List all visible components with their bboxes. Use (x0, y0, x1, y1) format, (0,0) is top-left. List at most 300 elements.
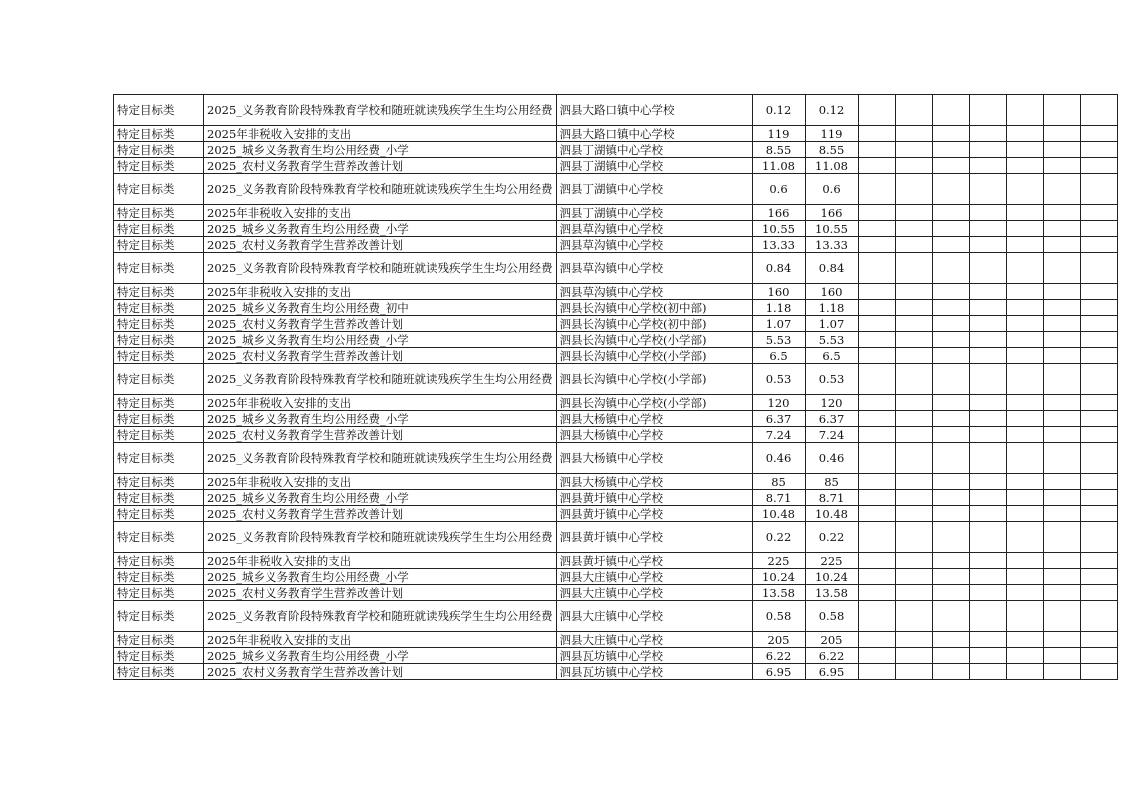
empty-cell (1080, 158, 1117, 174)
empty-cell (1006, 364, 1043, 395)
empty-cell (969, 300, 1006, 316)
category-cell: 特定目标类 (114, 174, 204, 205)
empty-cell (1080, 348, 1117, 364)
empty-cell (1006, 205, 1043, 221)
table-row (114, 664, 1118, 680)
unit-cell: 泗县丁湖镇中心学校 (556, 158, 752, 174)
amount-cell: 10.55 (805, 221, 858, 237)
amount-cell: 205 (752, 632, 805, 648)
empty-cell (858, 284, 895, 300)
unit-cell: 泗县大杨镇中心学校 (556, 474, 752, 490)
project-cell: 2025_义务教育阶段特殊教育学校和随班就读残疾学生生均公用经费 (204, 443, 557, 474)
empty-cell (858, 569, 895, 585)
empty-cell (969, 284, 1006, 300)
empty-cell (969, 126, 1006, 142)
empty-cell (932, 474, 969, 490)
project-cell: 2025_城乡义务教育生均公用经费_初中 (204, 300, 557, 316)
empty-cell (1006, 569, 1043, 585)
empty-cell (932, 632, 969, 648)
category-cell: 特定目标类 (114, 474, 204, 490)
empty-cell (895, 648, 932, 664)
empty-cell (969, 95, 1006, 126)
empty-cell (895, 664, 932, 680)
empty-cell (858, 142, 895, 158)
amount-cell: 13.58 (752, 585, 805, 601)
empty-cell (932, 427, 969, 443)
empty-cell (1080, 95, 1117, 126)
empty-cell (969, 569, 1006, 585)
unit-cell: 泗县草沟镇中心学校 (556, 284, 752, 300)
category-cell: 特定目标类 (114, 648, 204, 664)
empty-cell (969, 253, 1006, 284)
category-cell: 特定目标类 (114, 411, 204, 427)
unit-cell: 泗县大庄镇中心学校 (556, 601, 752, 632)
category-cell: 特定目标类 (114, 126, 204, 142)
unit-cell: 泗县长沟镇中心学校(初中部) (556, 316, 752, 332)
unit-cell: 泗县大庄镇中心学校 (556, 569, 752, 585)
empty-cell (858, 553, 895, 569)
empty-cell (969, 205, 1006, 221)
category-cell: 特定目标类 (114, 300, 204, 316)
empty-cell (858, 664, 895, 680)
empty-cell (895, 316, 932, 332)
project-cell: 2025_农村义务教育学生营养改善计划 (204, 316, 557, 332)
unit-cell: 泗县大杨镇中心学校 (556, 443, 752, 474)
empty-cell (858, 427, 895, 443)
table-row (114, 205, 1118, 221)
amount-cell: 225 (752, 553, 805, 569)
table-row (114, 632, 1118, 648)
empty-cell (858, 221, 895, 237)
empty-cell (1080, 332, 1117, 348)
amount-cell: 0.22 (752, 522, 805, 553)
amount-cell: 120 (805, 395, 858, 411)
empty-cell (1043, 237, 1080, 253)
amount-cell: 225 (805, 553, 858, 569)
empty-cell (895, 411, 932, 427)
empty-cell (1043, 142, 1080, 158)
empty-cell (1043, 300, 1080, 316)
empty-cell (932, 648, 969, 664)
empty-cell (1006, 332, 1043, 348)
empty-cell (895, 569, 932, 585)
empty-cell (969, 174, 1006, 205)
empty-cell (1006, 506, 1043, 522)
empty-cell (895, 601, 932, 632)
project-cell: 2025_城乡义务教育生均公用经费_小学 (204, 221, 557, 237)
empty-cell (932, 284, 969, 300)
empty-cell (1080, 316, 1117, 332)
empty-cell (1006, 632, 1043, 648)
empty-cell (1043, 364, 1080, 395)
empty-cell (895, 142, 932, 158)
amount-cell: 10.24 (752, 569, 805, 585)
category-cell: 特定目标类 (114, 427, 204, 443)
empty-cell (895, 632, 932, 648)
project-cell: 2025年非税收入安排的支出 (204, 126, 557, 142)
amount-cell: 13.33 (805, 237, 858, 253)
amount-cell: 6.95 (752, 664, 805, 680)
project-cell: 2025_农村义务教育学生营养改善计划 (204, 664, 557, 680)
empty-cell (858, 95, 895, 126)
category-cell: 特定目标类 (114, 253, 204, 284)
category-cell: 特定目标类 (114, 553, 204, 569)
empty-cell (932, 411, 969, 427)
table-row (114, 395, 1118, 411)
empty-cell (1043, 601, 1080, 632)
table-row (114, 553, 1118, 569)
empty-cell (1080, 490, 1117, 506)
unit-cell: 泗县大庄镇中心学校 (556, 585, 752, 601)
project-cell: 2025_城乡义务教育生均公用经费_小学 (204, 490, 557, 506)
empty-cell (895, 126, 932, 142)
empty-cell (895, 332, 932, 348)
empty-cell (932, 142, 969, 158)
empty-cell (1043, 506, 1080, 522)
table-row (114, 348, 1118, 364)
empty-cell (969, 411, 1006, 427)
empty-cell (1043, 490, 1080, 506)
empty-cell (932, 664, 969, 680)
empty-cell (932, 443, 969, 474)
empty-cell (1080, 205, 1117, 221)
table-row (114, 253, 1118, 284)
empty-cell (1080, 300, 1117, 316)
empty-cell (1043, 443, 1080, 474)
table-row (114, 284, 1118, 300)
project-cell: 2025_城乡义务教育生均公用经费_小学 (204, 569, 557, 585)
category-cell: 特定目标类 (114, 601, 204, 632)
unit-cell: 泗县黄圩镇中心学校 (556, 553, 752, 569)
category-cell: 特定目标类 (114, 348, 204, 364)
empty-cell (895, 395, 932, 411)
amount-cell: 10.48 (752, 506, 805, 522)
unit-cell: 泗县长沟镇中心学校(小学部) (556, 364, 752, 395)
empty-cell (932, 348, 969, 364)
empty-cell (932, 364, 969, 395)
unit-cell: 泗县长沟镇中心学校(小学部) (556, 395, 752, 411)
category-cell: 特定目标类 (114, 585, 204, 601)
empty-cell (858, 490, 895, 506)
table-row (114, 427, 1118, 443)
empty-cell (932, 553, 969, 569)
empty-cell (969, 553, 1006, 569)
empty-cell (895, 221, 932, 237)
empty-cell (1043, 395, 1080, 411)
empty-cell (969, 332, 1006, 348)
budget-table (113, 94, 1118, 680)
table-row (114, 300, 1118, 316)
amount-cell: 5.53 (805, 332, 858, 348)
empty-cell (932, 522, 969, 553)
project-cell: 2025_农村义务教育学生营养改善计划 (204, 158, 557, 174)
empty-cell (932, 126, 969, 142)
empty-cell (895, 95, 932, 126)
empty-cell (1006, 585, 1043, 601)
empty-cell (858, 348, 895, 364)
empty-cell (1080, 601, 1117, 632)
empty-cell (895, 474, 932, 490)
empty-cell (1006, 158, 1043, 174)
empty-cell (1080, 395, 1117, 411)
empty-cell (1006, 95, 1043, 126)
empty-cell (1080, 221, 1117, 237)
empty-cell (969, 316, 1006, 332)
table-row (114, 95, 1118, 126)
table-row (114, 316, 1118, 332)
category-cell: 特定目标类 (114, 506, 204, 522)
empty-cell (969, 443, 1006, 474)
empty-cell (932, 253, 969, 284)
empty-cell (1006, 142, 1043, 158)
empty-cell (895, 253, 932, 284)
empty-cell (858, 648, 895, 664)
empty-cell (895, 174, 932, 205)
empty-cell (932, 316, 969, 332)
category-cell: 特定目标类 (114, 664, 204, 680)
unit-cell: 泗县丁湖镇中心学校 (556, 174, 752, 205)
empty-cell (895, 585, 932, 601)
empty-cell (895, 490, 932, 506)
empty-cell (858, 237, 895, 253)
empty-cell (895, 284, 932, 300)
empty-cell (1080, 443, 1117, 474)
project-cell: 2025_义务教育阶段特殊教育学校和随班就读残疾学生生均公用经费 (204, 601, 557, 632)
category-cell: 特定目标类 (114, 316, 204, 332)
empty-cell (969, 142, 1006, 158)
amount-cell: 8.55 (805, 142, 858, 158)
empty-cell (1080, 506, 1117, 522)
project-cell: 2025_农村义务教育学生营养改善计划 (204, 506, 557, 522)
amount-cell: 6.37 (805, 411, 858, 427)
empty-cell (858, 522, 895, 553)
empty-cell (1006, 601, 1043, 632)
empty-cell (1043, 427, 1080, 443)
empty-cell (1080, 632, 1117, 648)
empty-cell (1043, 158, 1080, 174)
amount-cell: 0.22 (805, 522, 858, 553)
empty-cell (932, 585, 969, 601)
empty-cell (858, 506, 895, 522)
table-row (114, 237, 1118, 253)
amount-cell: 1.07 (805, 316, 858, 332)
amount-cell: 8.55 (752, 142, 805, 158)
empty-cell (969, 648, 1006, 664)
amount-cell: 120 (752, 395, 805, 411)
unit-cell: 泗县大路口镇中心学校 (556, 126, 752, 142)
table-row (114, 142, 1118, 158)
empty-cell (1006, 648, 1043, 664)
category-cell: 特定目标类 (114, 522, 204, 553)
empty-cell (895, 427, 932, 443)
unit-cell: 泗县长沟镇中心学校(小学部) (556, 332, 752, 348)
empty-cell (1043, 221, 1080, 237)
table-row (114, 490, 1118, 506)
empty-cell (1043, 316, 1080, 332)
category-cell: 特定目标类 (114, 95, 204, 126)
amount-cell: 85 (752, 474, 805, 490)
unit-cell: 泗县瓦坊镇中心学校 (556, 648, 752, 664)
empty-cell (1006, 474, 1043, 490)
amount-cell: 0.84 (752, 253, 805, 284)
empty-cell (858, 300, 895, 316)
table-row (114, 474, 1118, 490)
table-row (114, 221, 1118, 237)
empty-cell (1080, 648, 1117, 664)
empty-cell (969, 585, 1006, 601)
amount-cell: 0.46 (805, 443, 858, 474)
project-cell: 2025年非税收入安排的支出 (204, 395, 557, 411)
unit-cell: 泗县大杨镇中心学校 (556, 411, 752, 427)
empty-cell (895, 443, 932, 474)
empty-cell (932, 95, 969, 126)
empty-cell (1006, 427, 1043, 443)
project-cell: 2025_义务教育阶段特殊教育学校和随班就读残疾学生生均公用经费 (204, 253, 557, 284)
amount-cell: 6.5 (805, 348, 858, 364)
amount-cell: 0.58 (805, 601, 858, 632)
category-cell: 特定目标类 (114, 632, 204, 648)
category-cell: 特定目标类 (114, 490, 204, 506)
table-row (114, 332, 1118, 348)
empty-cell (1080, 585, 1117, 601)
project-cell: 2025_城乡义务教育生均公用经费_小学 (204, 648, 557, 664)
empty-cell (1006, 300, 1043, 316)
empty-cell (1043, 632, 1080, 648)
empty-cell (969, 237, 1006, 253)
empty-cell (1006, 490, 1043, 506)
empty-cell (895, 237, 932, 253)
category-cell: 特定目标类 (114, 332, 204, 348)
empty-cell (858, 443, 895, 474)
empty-cell (858, 411, 895, 427)
category-cell: 特定目标类 (114, 205, 204, 221)
category-cell: 特定目标类 (114, 284, 204, 300)
empty-cell (895, 158, 932, 174)
empty-cell (1080, 474, 1117, 490)
category-cell: 特定目标类 (114, 158, 204, 174)
table-row (114, 126, 1118, 142)
empty-cell (1006, 348, 1043, 364)
amount-cell: 13.33 (752, 237, 805, 253)
table-row (114, 569, 1118, 585)
amount-cell: 0.6 (752, 174, 805, 205)
empty-cell (1080, 411, 1117, 427)
empty-cell (1006, 316, 1043, 332)
empty-cell (858, 632, 895, 648)
amount-cell: 10.55 (752, 221, 805, 237)
unit-cell: 泗县丁湖镇中心学校 (556, 142, 752, 158)
amount-cell: 11.08 (752, 158, 805, 174)
empty-cell (895, 364, 932, 395)
project-cell: 2025_城乡义务教育生均公用经费_小学 (204, 332, 557, 348)
empty-cell (969, 474, 1006, 490)
empty-cell (969, 601, 1006, 632)
unit-cell: 泗县草沟镇中心学校 (556, 253, 752, 284)
amount-cell: 6.95 (805, 664, 858, 680)
amount-cell: 1.07 (752, 316, 805, 332)
empty-cell (1043, 126, 1080, 142)
empty-cell (1006, 174, 1043, 205)
empty-cell (932, 300, 969, 316)
empty-cell (1006, 443, 1043, 474)
unit-cell: 泗县草沟镇中心学校 (556, 237, 752, 253)
empty-cell (932, 174, 969, 205)
project-cell: 2025_义务教育阶段特殊教育学校和随班就读残疾学生生均公用经费 (204, 364, 557, 395)
unit-cell: 泗县大杨镇中心学校 (556, 427, 752, 443)
empty-cell (969, 395, 1006, 411)
amount-cell: 85 (805, 474, 858, 490)
amount-cell: 7.24 (752, 427, 805, 443)
empty-cell (1006, 553, 1043, 569)
project-cell: 2025_义务教育阶段特殊教育学校和随班就读残疾学生生均公用经费 (204, 174, 557, 205)
empty-cell (858, 601, 895, 632)
amount-cell: 0.12 (752, 95, 805, 126)
unit-cell: 泗县黄圩镇中心学校 (556, 490, 752, 506)
empty-cell (895, 348, 932, 364)
table-row (114, 411, 1118, 427)
empty-cell (1043, 585, 1080, 601)
empty-cell (858, 253, 895, 284)
empty-cell (1043, 253, 1080, 284)
empty-cell (1006, 411, 1043, 427)
amount-cell: 6.22 (752, 648, 805, 664)
amount-cell: 5.53 (752, 332, 805, 348)
empty-cell (932, 490, 969, 506)
empty-cell (1043, 348, 1080, 364)
empty-cell (895, 506, 932, 522)
table-row (114, 648, 1118, 664)
empty-cell (1080, 284, 1117, 300)
amount-cell: 6.22 (805, 648, 858, 664)
empty-cell (1043, 522, 1080, 553)
project-cell: 2025_农村义务教育学生营养改善计划 (204, 348, 557, 364)
empty-cell (1006, 253, 1043, 284)
empty-cell (1080, 253, 1117, 284)
empty-cell (969, 364, 1006, 395)
amount-cell: 0.6 (805, 174, 858, 205)
table-row (114, 158, 1118, 174)
unit-cell: 泗县大路口镇中心学校 (556, 95, 752, 126)
empty-cell (858, 364, 895, 395)
category-cell: 特定目标类 (114, 364, 204, 395)
table-row (114, 585, 1118, 601)
category-cell: 特定目标类 (114, 237, 204, 253)
empty-cell (858, 395, 895, 411)
amount-cell: 6.5 (752, 348, 805, 364)
unit-cell: 泗县大庄镇中心学校 (556, 632, 752, 648)
amount-cell: 0.58 (752, 601, 805, 632)
project-cell: 2025年非税收入安排的支出 (204, 632, 557, 648)
empty-cell (858, 205, 895, 221)
amount-cell: 10.48 (805, 506, 858, 522)
empty-cell (932, 221, 969, 237)
amount-cell: 0.12 (805, 95, 858, 126)
project-cell: 2025年非税收入安排的支出 (204, 284, 557, 300)
category-cell: 特定目标类 (114, 395, 204, 411)
project-cell: 2025_农村义务教育学生营养改善计划 (204, 585, 557, 601)
empty-cell (932, 569, 969, 585)
empty-cell (1080, 522, 1117, 553)
empty-cell (969, 158, 1006, 174)
empty-cell (858, 585, 895, 601)
empty-cell (1043, 95, 1080, 126)
empty-cell (969, 522, 1006, 553)
project-cell: 2025_城乡义务教育生均公用经费_小学 (204, 142, 557, 158)
amount-cell: 166 (752, 205, 805, 221)
empty-cell (1006, 221, 1043, 237)
empty-cell (932, 332, 969, 348)
amount-cell: 0.53 (805, 364, 858, 395)
